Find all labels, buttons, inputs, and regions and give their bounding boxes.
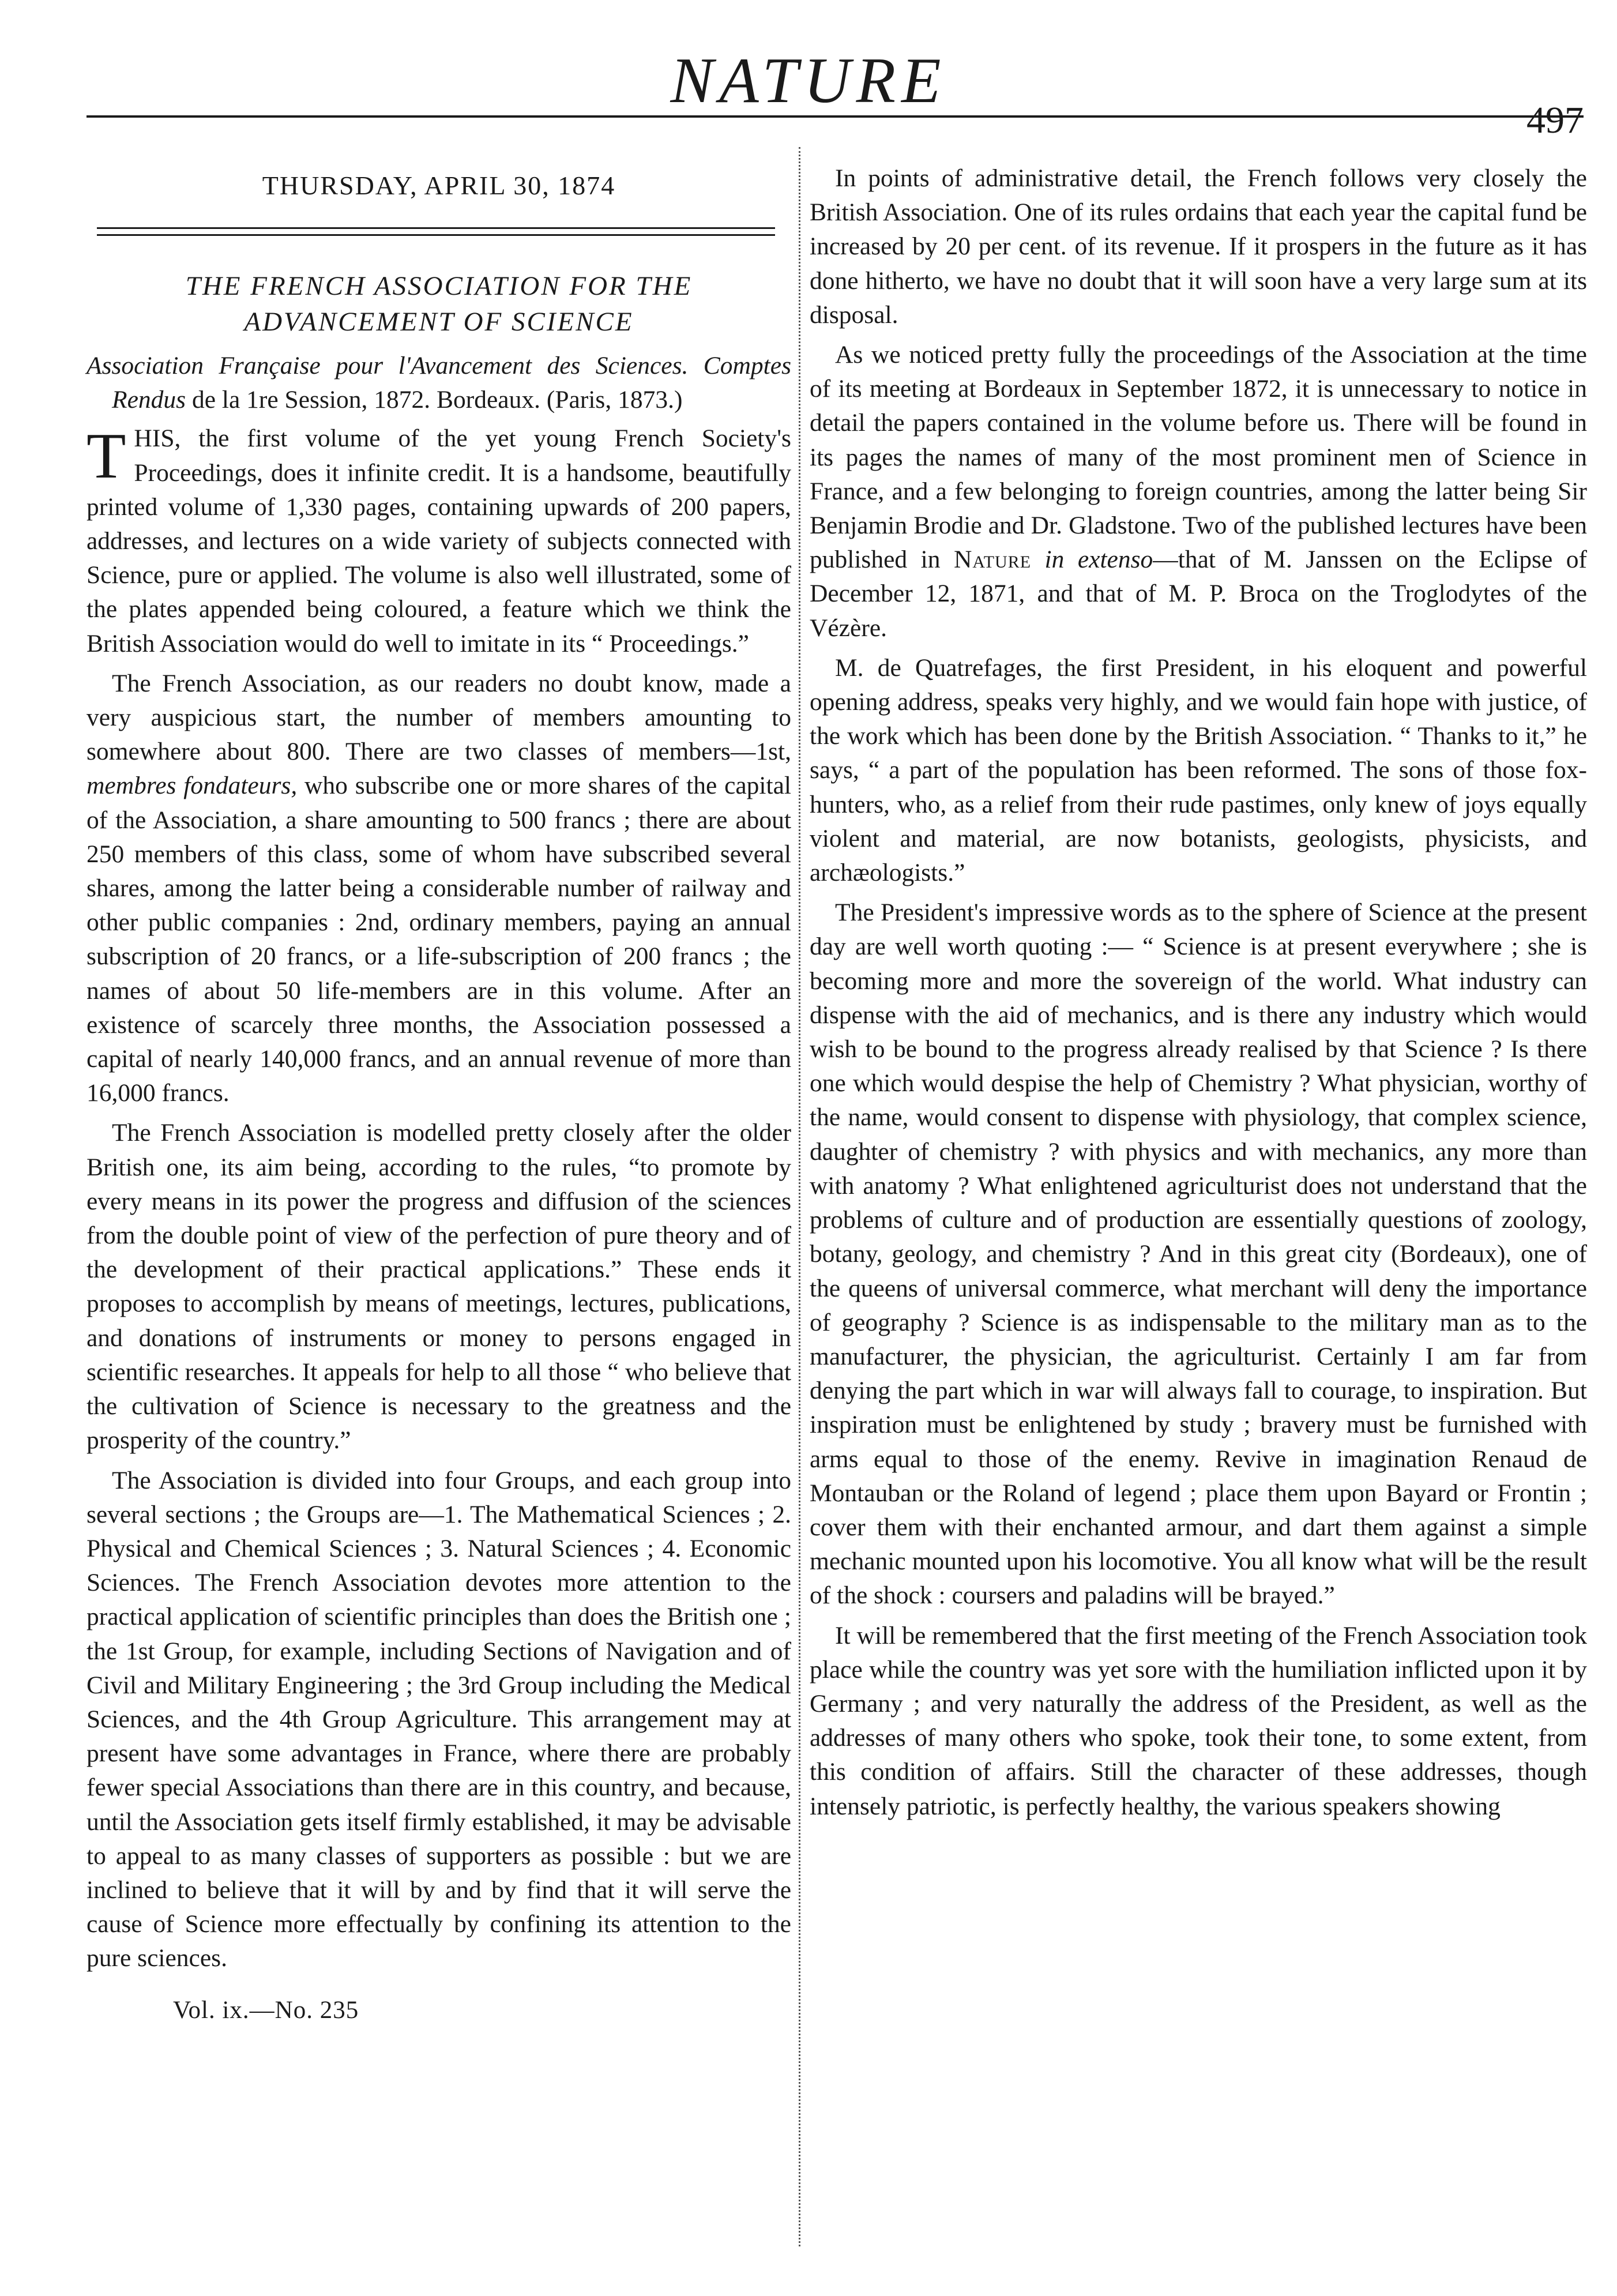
dateline-rule [97,227,775,236]
paragraph [810,338,1587,645]
article-title-line: ADVANCEMENT OF SCIENCE [244,307,634,337]
reference-details: de la 1re Session, 1872. Bordeaux. (Paris, 1873.) [186,386,683,414]
column-divider [799,147,800,2246]
paragraph: The French Association is modelled pretty closely after the older British one, its aim being, according to the rules, “to promote by every means in its power the progress and diffusion of the sciences from the double point of view of the perfection of pure theory and of the development of their practical applications.” These ends it proposes to accomplish by means of meetings, lectures, publications, and donations of instruments or money to persons engaged in scientific researches. It appeals for help to all those “ who believe that the cultivation of Science is necessary to the greatness and the prosperity of the country.” [87,1119,791,1455]
right-column [810,161,1587,1824]
reference-comptes-rendus: Comptes Rendus [112,352,791,414]
paragraph-text: HIS, the first volume of the yet young French Society's Proceedings, does it infinite credit. It is a handsome, beautifully printed volume of 1,330 pages, containing upwards of 200 papers, addresses, and lectures on a wide variety of subjects connected with Science, pure or applied. The volume is also well illustrated, some of the plates appended being coloured, a feature which we think the British Association would do well to imitate in its “ Proceedings.” [87,424,791,657]
paragraph: The President's impressive words as to the sphere of Science at the present day are well worth quoting :— “ Science is at present everywhere ; she is becoming more and more the sovereign of the world. What industry can dispense with the aid of mechanics, and is there any industry which would wish to be bound to the progress already realised by that Science ? Is there one which would despise the help of Chemistry ? What physician, worthy of the name, would consent to dispense with physiology, that complex science, daughter of chemistry ? with physics and with mechanics, any more than with anatomy ? What enlightened agriculturist does not understand that the problems of culture and of production are essentially questions of zoology, botany, geology, and chemistry ? And in this great city (Bordeaux), one of the queens of universal commerce, what merchant will deny the importance of geography ? Science is as indispensable to the military man as to the manufacturer, the physician, the agriculturist. Certainly I am far from denying the part which in war will always fall to courage, to inspiration. But inspiration must be enlightened by study ; bravery must be furnished with arms equal to those of the enemy. Revive in imagination Renaud de Montauban or the Roland of legend ; place them upon Bayard or Frontin ; cover them with their enchanted armour, and dart them against a simple mechanic mounted upon his locomotive. You all know what will be the result of the shock : coursers and paladins will be brayed.” [810,899,1587,1610]
paragraph: It will be remembered that the first meeting of the French Association took place while the country was yet sore with the humiliation inflicted upon it by Germany ; and very naturally the address of the President, as well as the addresses of many others who spoke, took their tone, to some extent, from this condition of affairs. Still the character of these addresses, though intensely patriotic, is perfectly healthy, the various speakers showing [810,1621,1587,1820]
paragraph [87,422,791,660]
paragraph-italic: in extenso [1031,546,1153,574]
nature-mention: Nature [953,546,1032,574]
left-column [87,161,791,2028]
paragraph-italic: membres fondateurs, [87,772,298,800]
article-title-line: THE FRENCH ASSOCIATION FOR THE [185,271,693,301]
reference-title: Association Française pour l'Avancement des Sciences. [87,352,689,379]
paragraph-text: who subscribe one or more shares of the capital of the Association, a share amounting to 500 francs ; there are about 250 members of this class, some of whom have subscribed several shares, among the latter being a considerable number of railway and other public companies : 2nd, ordinary members, paying an annual subscription of 20 francs, or a life-subscription of 200 francs ; the names of about 50 life-members are in this volume. After an existence of scarcely three months, the Association possessed a capital of nearly 140,000 francs, and an annual revenue of more than 16,000 francs. [87,772,791,1107]
dateline: THURSDAY, APRIL 30, 1874 [262,171,616,200]
volume-signature: Vol. ix.—No. 235 [173,1996,359,2024]
paragraph: In points of administrative detail, the French follows very closely the British Association. One of its rules ordains that each year the capital fund be increased by 20 per cent. of its revenue. If it prospers in the future as it has done hitherto, we have no doubt that it will soon have a very large sum at its disposal. [810,164,1587,329]
page-number: 497 [1526,99,1584,141]
journal-masthead: NATURE [670,45,947,117]
header-rule [87,115,1584,118]
paragraph-text: The French Association, as our readers no doubt know, made a very auspicious start, the number of members amounting to somewhere about 800. There are two classes of members—1st, [87,669,791,766]
paragraph: The Association is divided into four Groups, and each group into several sections ; the Groups are—1. The Mathematical Sciences ; 2. Physical and Chemical Sciences ; 3. Natural Sciences ; 4. Economic Sciences. The French Association devotes more attention to the practical application of scientific principles than does the British one ; the 1st Group, for example, including Sections of Navigation and of Civil and Military Engineering ; the 3rd Group including the Medical Sciences, and the 4th Group Agriculture. This arrangement may at present have some advantages in France, where there are probably fewer special Associations than there are in this country, and because, until the Association gets itself firmly established, it may be advisable to appeal to as many classes of supporters as possible : but we are inclined to believe that it will by and by find that it will serve the cause of Science more effectually by confining its attention to the pure sciences. [87,1466,791,1972]
paragraph [87,667,791,1111]
paragraph: M. de Quatrefages, the first President, in his eloquent and powerful opening address, speaks very highly, and we would fain hope with justice, of the work which has been done by the British Association. “ Thanks to it,” he says, “ a part of the population has been reformed. The sons of those fox-hunters, who, as a relief from their rude pastimes, only knew of joys equally violent and material, are now botanists, geologists, physicists, and archæologists.” [810,653,1587,887]
drop-cap: T [87,420,126,493]
paragraph-text: As we noticed pretty fully the proceedings of the Association at the time of its meeting at Bordeaux in September 1872, it is unnecessary to notice in detail the papers contained in the volume before us. There will be found in its pages the names of many of the most prominent men of Science in France, and a few belonging to foreign countries, among the latter being Sir Benjamin Brodie and Dr. Gladstone. Two of the published lectures have been published in [810,341,1587,574]
article-title [87,268,791,340]
paragraph-text: —that of M. Janssen on the Eclipse of December 12, 1871, and that of M. P. Broca on the Troglodytes of the Vézère. [810,546,1587,642]
article-reference [87,349,791,417]
